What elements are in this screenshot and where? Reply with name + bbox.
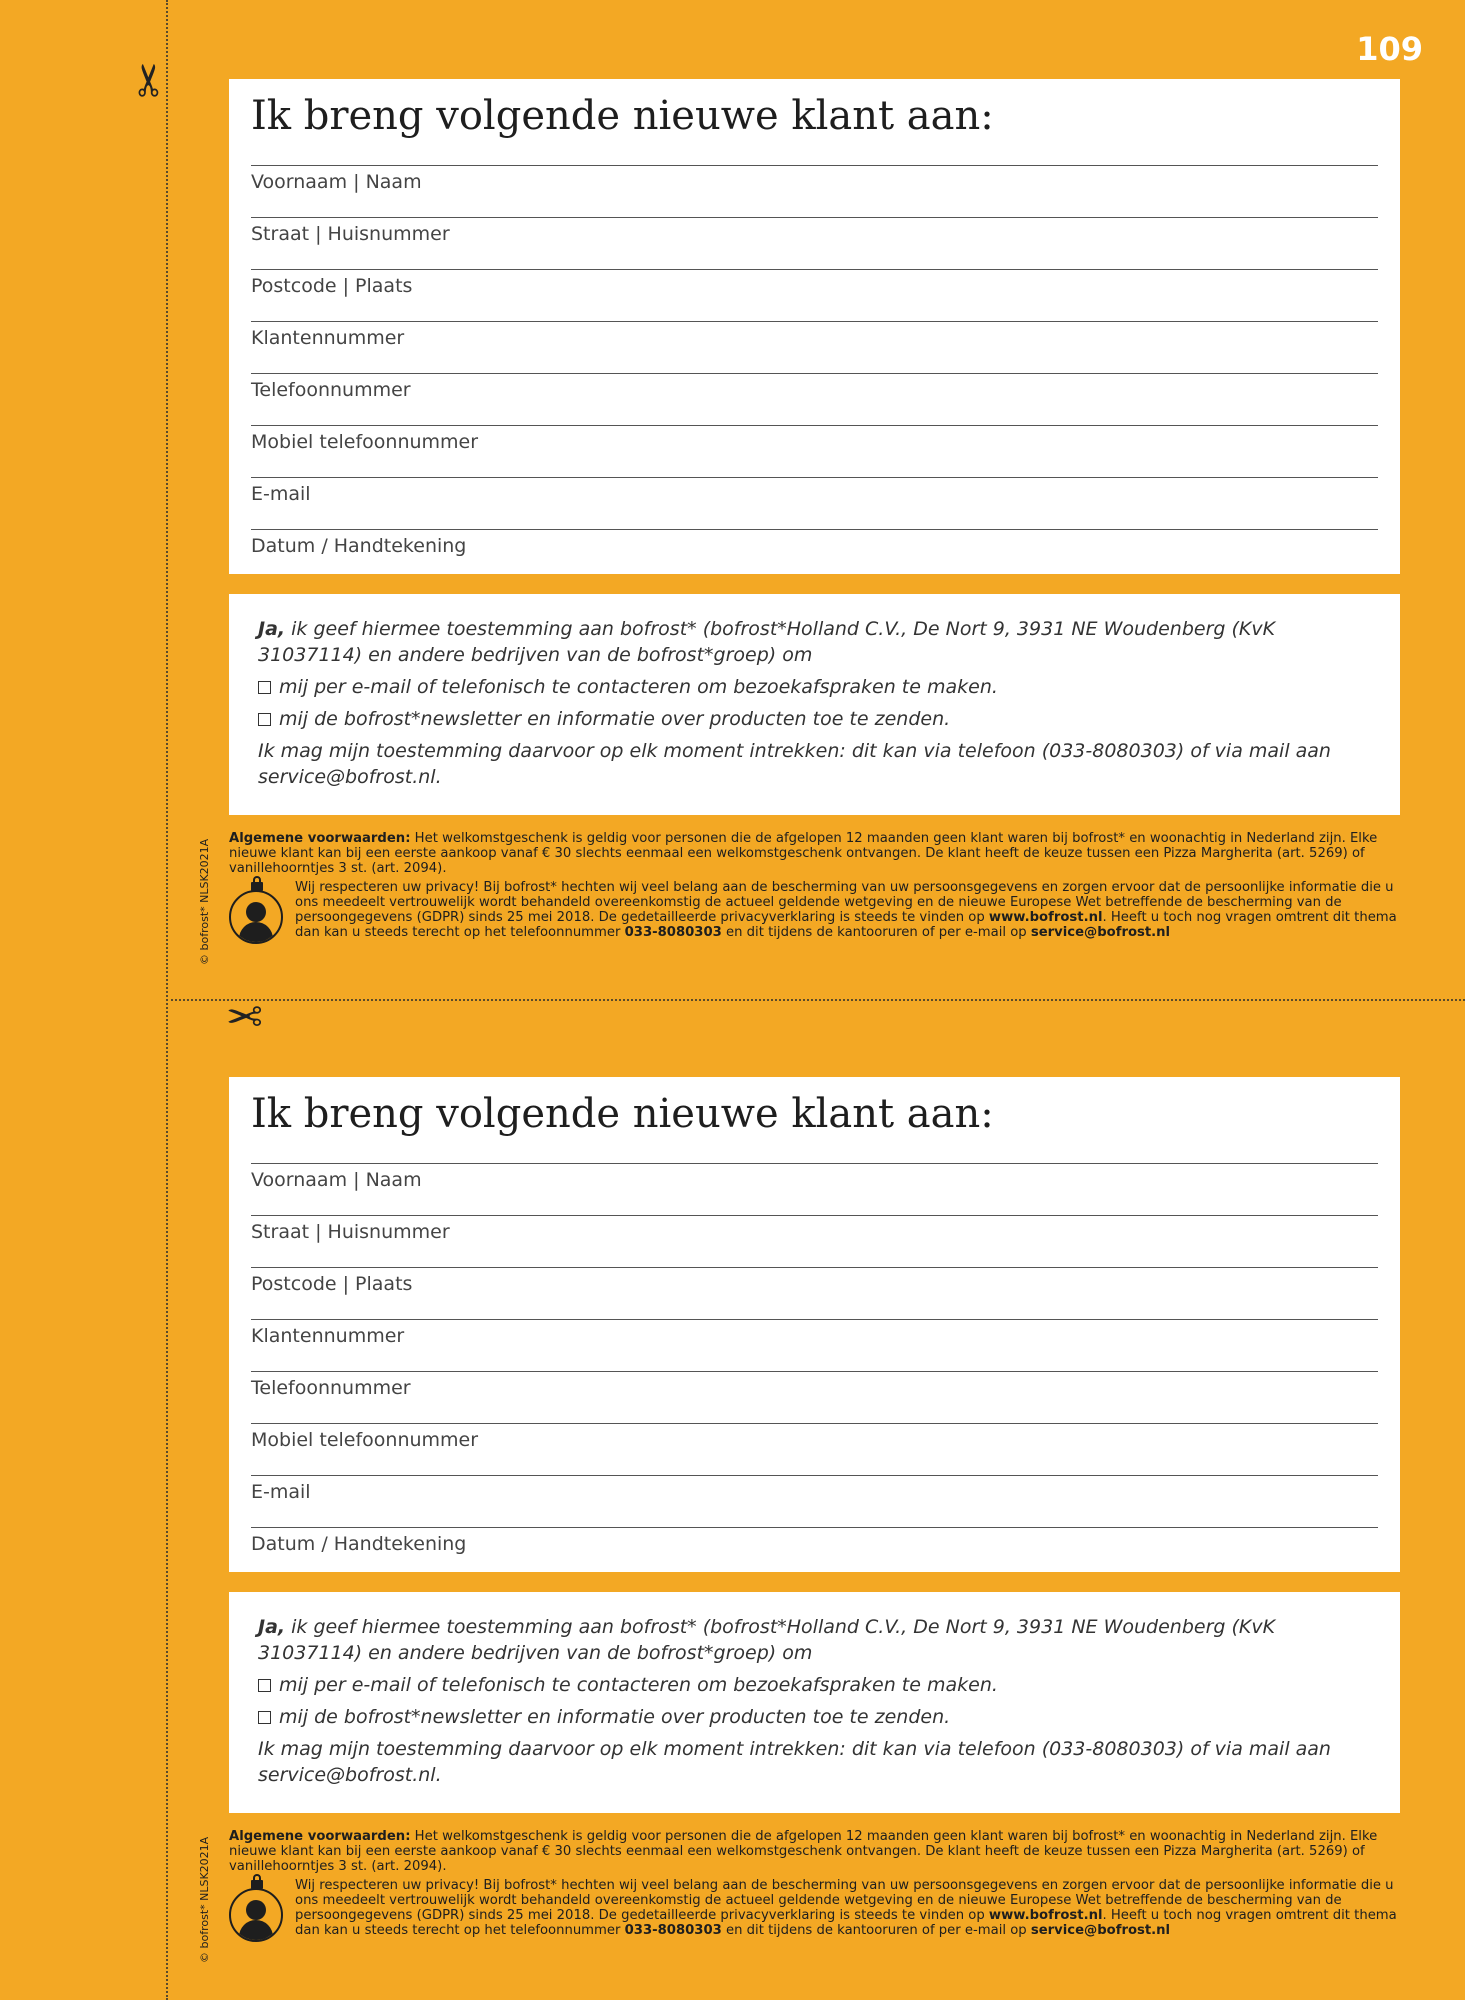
consent-intro-text: ik geef hiermee toestemming aan bofrost* (bofrost*Holland C.V., De Nort 9, 3931 NE Woudenberg (KvK 31037114) en andere bedrijven van de bofrost*groep) om xyxy=(258,1616,1276,1664)
consent-option-newsletter-label: mij de bofrost*newsletter en informatie over producten toe te zenden. xyxy=(279,708,951,730)
consent-intro xyxy=(258,1614,1371,1666)
referral-coupon xyxy=(229,79,1400,940)
field-phone[interactable]: Telefoonnummer xyxy=(251,1371,1378,1423)
consent-option-contact[interactable] xyxy=(258,1672,1371,1698)
horizontal-cut-line xyxy=(166,999,1465,1001)
customer-form xyxy=(229,1077,1400,1572)
privacy-lock-icon xyxy=(229,878,285,934)
phone-number: 033-8080303 xyxy=(624,925,722,940)
checkbox-contact[interactable] xyxy=(258,681,271,694)
page-number: 109 xyxy=(1356,30,1423,68)
consent-revoke-text: Ik mag mijn toestemming daarvoor op elk moment intrekken: dit kan via telefoon (033-8080303) of via mail aan service@bofrost.nl. xyxy=(258,740,1331,788)
website-link[interactable]: www.bofrost.nl xyxy=(988,910,1103,925)
terms-text xyxy=(229,1829,1400,1874)
checkbox-newsletter[interactable] xyxy=(258,1711,271,1724)
terms-body: Het welkomstgeschenk is geldig voor personen die de afgelopen 12 maanden geen klant waren bij bofrost* en woonachtig in Nederland zijn. Elke nieuwe klant kan bij een eerste aankoop vanaf € 30 slechts eenmaal een welkomstgeschenk ontvangen. De klant heeft de keuze tussen een Pizza Margherita (art. 5269) of vanillehoorntjes 3 st. (art. 2094). xyxy=(229,1829,1378,1874)
scissors-icon: ✂ xyxy=(124,61,176,99)
field-customer-number[interactable]: Klantennummer xyxy=(251,321,1378,373)
email-link[interactable]: service@bofrost.nl xyxy=(1030,925,1171,940)
field-phone[interactable]: Telefoonnummer xyxy=(251,373,1378,425)
website-link[interactable]: www.bofrost.nl xyxy=(988,1908,1103,1923)
consent-option-newsletter[interactable] xyxy=(258,706,1371,732)
consent-option-contact-label: mij per e-mail of telefonisch te contacteren om bezoekafspraken te maken. xyxy=(279,1674,998,1696)
field-email[interactable]: E-mail xyxy=(251,1475,1378,1527)
privacy-lock-icon xyxy=(229,1876,285,1932)
privacy-text: Wij respecteren uw privacy! Bij bofrost* hechten wij veel belang aan de bescherming van uw persoonsgegevens en zorgen ervoor dat de persoonlijke informatie die u ons meedeelt vertrouwelijk wordt behandeld overeenkomstig de actueel geldende wetgeving en de nieuwe Europese Wet betreffende de bescherming van de persoongegevens (GDPR) sinds 25 mei 2018. De gedetailleerde privacyverklaring is steeds te vinden op www.bofrost.nl. Heeft u toch nog vragen omtrent dit thema dan kan u steeds terecht op het telefoonnummer 033-8080303 en dit tijdens de kantooruren of per e-mail op service@bofrost.nl xyxy=(295,1878,1397,1938)
checkbox-contact[interactable] xyxy=(258,1679,271,1692)
terms-label: Algemene voorwaarden: xyxy=(229,1829,411,1844)
terms-body: Het welkomstgeschenk is geldig voor personen die de afgelopen 12 maanden geen klant waren bij bofrost* en woonachtig in Nederland zijn. Elke nieuwe klant kan bij een eerste aankoop vanaf € 30 slechts eenmaal een welkomstgeschenk ontvangen. De klant heeft de keuze tussen een Pizza Margherita (art. 5269) of vanillehoorntjes 3 st. (art. 2094). xyxy=(229,831,1378,876)
privacy-text: Wij respecteren uw privacy! Bij bofrost* hechten wij veel belang aan de bescherming van uw persoonsgegevens en zorgen ervoor dat de persoonlijke informatie die u ons meedeelt vertrouwelijk wordt behandeld overeenkomstig de actueel geldende wetgeving en de nieuwe Europese Wet betreffende de bescherming van de persoongegevens (GDPR) sinds 25 mei 2018. De gedetailleerde privacyverklaring is steeds te vinden op www.bofrost.nl. Heeft u toch nog vragen omtrent dit thema dan kan u steeds terecht op het telefoonnummer 033-8080303 en dit tijdens de kantooruren of per e-mail op service@bofrost.nl xyxy=(295,880,1397,940)
email-link[interactable]: service@bofrost.nl xyxy=(1030,1923,1171,1938)
field-postcode[interactable]: Postcode | Plaats xyxy=(251,269,1378,321)
copyright-code: © bofrost* NLSK2021A xyxy=(198,838,211,965)
phone-number: 033-8080303 xyxy=(624,1923,722,1938)
field-email[interactable]: E-mail xyxy=(251,477,1378,529)
checkbox-newsletter[interactable] xyxy=(258,713,271,726)
field-name[interactable]: Voornaam | Naam xyxy=(251,165,1378,217)
field-postcode[interactable]: Postcode | Plaats xyxy=(251,1267,1378,1319)
consent-option-contact-label: mij per e-mail of telefonisch te contacteren om bezoekafspraken te maken. xyxy=(279,676,998,698)
referral-coupon xyxy=(229,1077,1400,1938)
consent-option-newsletter-label: mij de bofrost*newsletter en informatie over producten toe te zenden. xyxy=(279,1706,951,1728)
scissors-icon: ✂ xyxy=(226,989,263,1040)
field-street[interactable]: Straat | Huisnummer xyxy=(251,1215,1378,1267)
consent-yes: Ja, xyxy=(258,618,286,640)
copyright-code: © bofrost* NLSK2021A xyxy=(198,1836,211,1963)
field-customer-number[interactable]: Klantennummer xyxy=(251,1319,1378,1371)
consent-yes: Ja, xyxy=(258,1616,286,1638)
privacy-notice xyxy=(229,880,1400,940)
consent-box xyxy=(229,594,1400,815)
field-street[interactable]: Straat | Huisnummer xyxy=(251,217,1378,269)
field-date-signature[interactable]: Datum / Handtekening xyxy=(251,529,1378,581)
form-title: Ik breng volgende nieuwe klant aan: xyxy=(251,1091,994,1137)
consent-option-newsletter[interactable] xyxy=(258,1704,1371,1730)
field-name[interactable]: Voornaam | Naam xyxy=(251,1163,1378,1215)
customer-form xyxy=(229,79,1400,574)
form-title: Ik breng volgende nieuwe klant aan: xyxy=(251,93,994,139)
consent-option-contact[interactable] xyxy=(258,674,1371,700)
terms-label: Algemene voorwaarden: xyxy=(229,831,411,846)
field-date-signature[interactable]: Datum / Handtekening xyxy=(251,1527,1378,1579)
terms-text xyxy=(229,831,1400,876)
consent-intro-text: ik geef hiermee toestemming aan bofrost* (bofrost*Holland C.V., De Nort 9, 3931 NE Woudenberg (KvK 31037114) en andere bedrijven van de bofrost*groep) om xyxy=(258,618,1276,666)
field-mobile[interactable]: Mobiel telefoonnummer xyxy=(251,425,1378,477)
privacy-notice xyxy=(229,1878,1400,1938)
consent-box xyxy=(229,1592,1400,1813)
field-mobile[interactable]: Mobiel telefoonnummer xyxy=(251,1423,1378,1475)
consent-intro xyxy=(258,616,1371,668)
consent-revoke-text: Ik mag mijn toestemming daarvoor op elk moment intrekken: dit kan via telefoon (033-8080303) of via mail aan service@bofrost.nl. xyxy=(258,1738,1331,1786)
